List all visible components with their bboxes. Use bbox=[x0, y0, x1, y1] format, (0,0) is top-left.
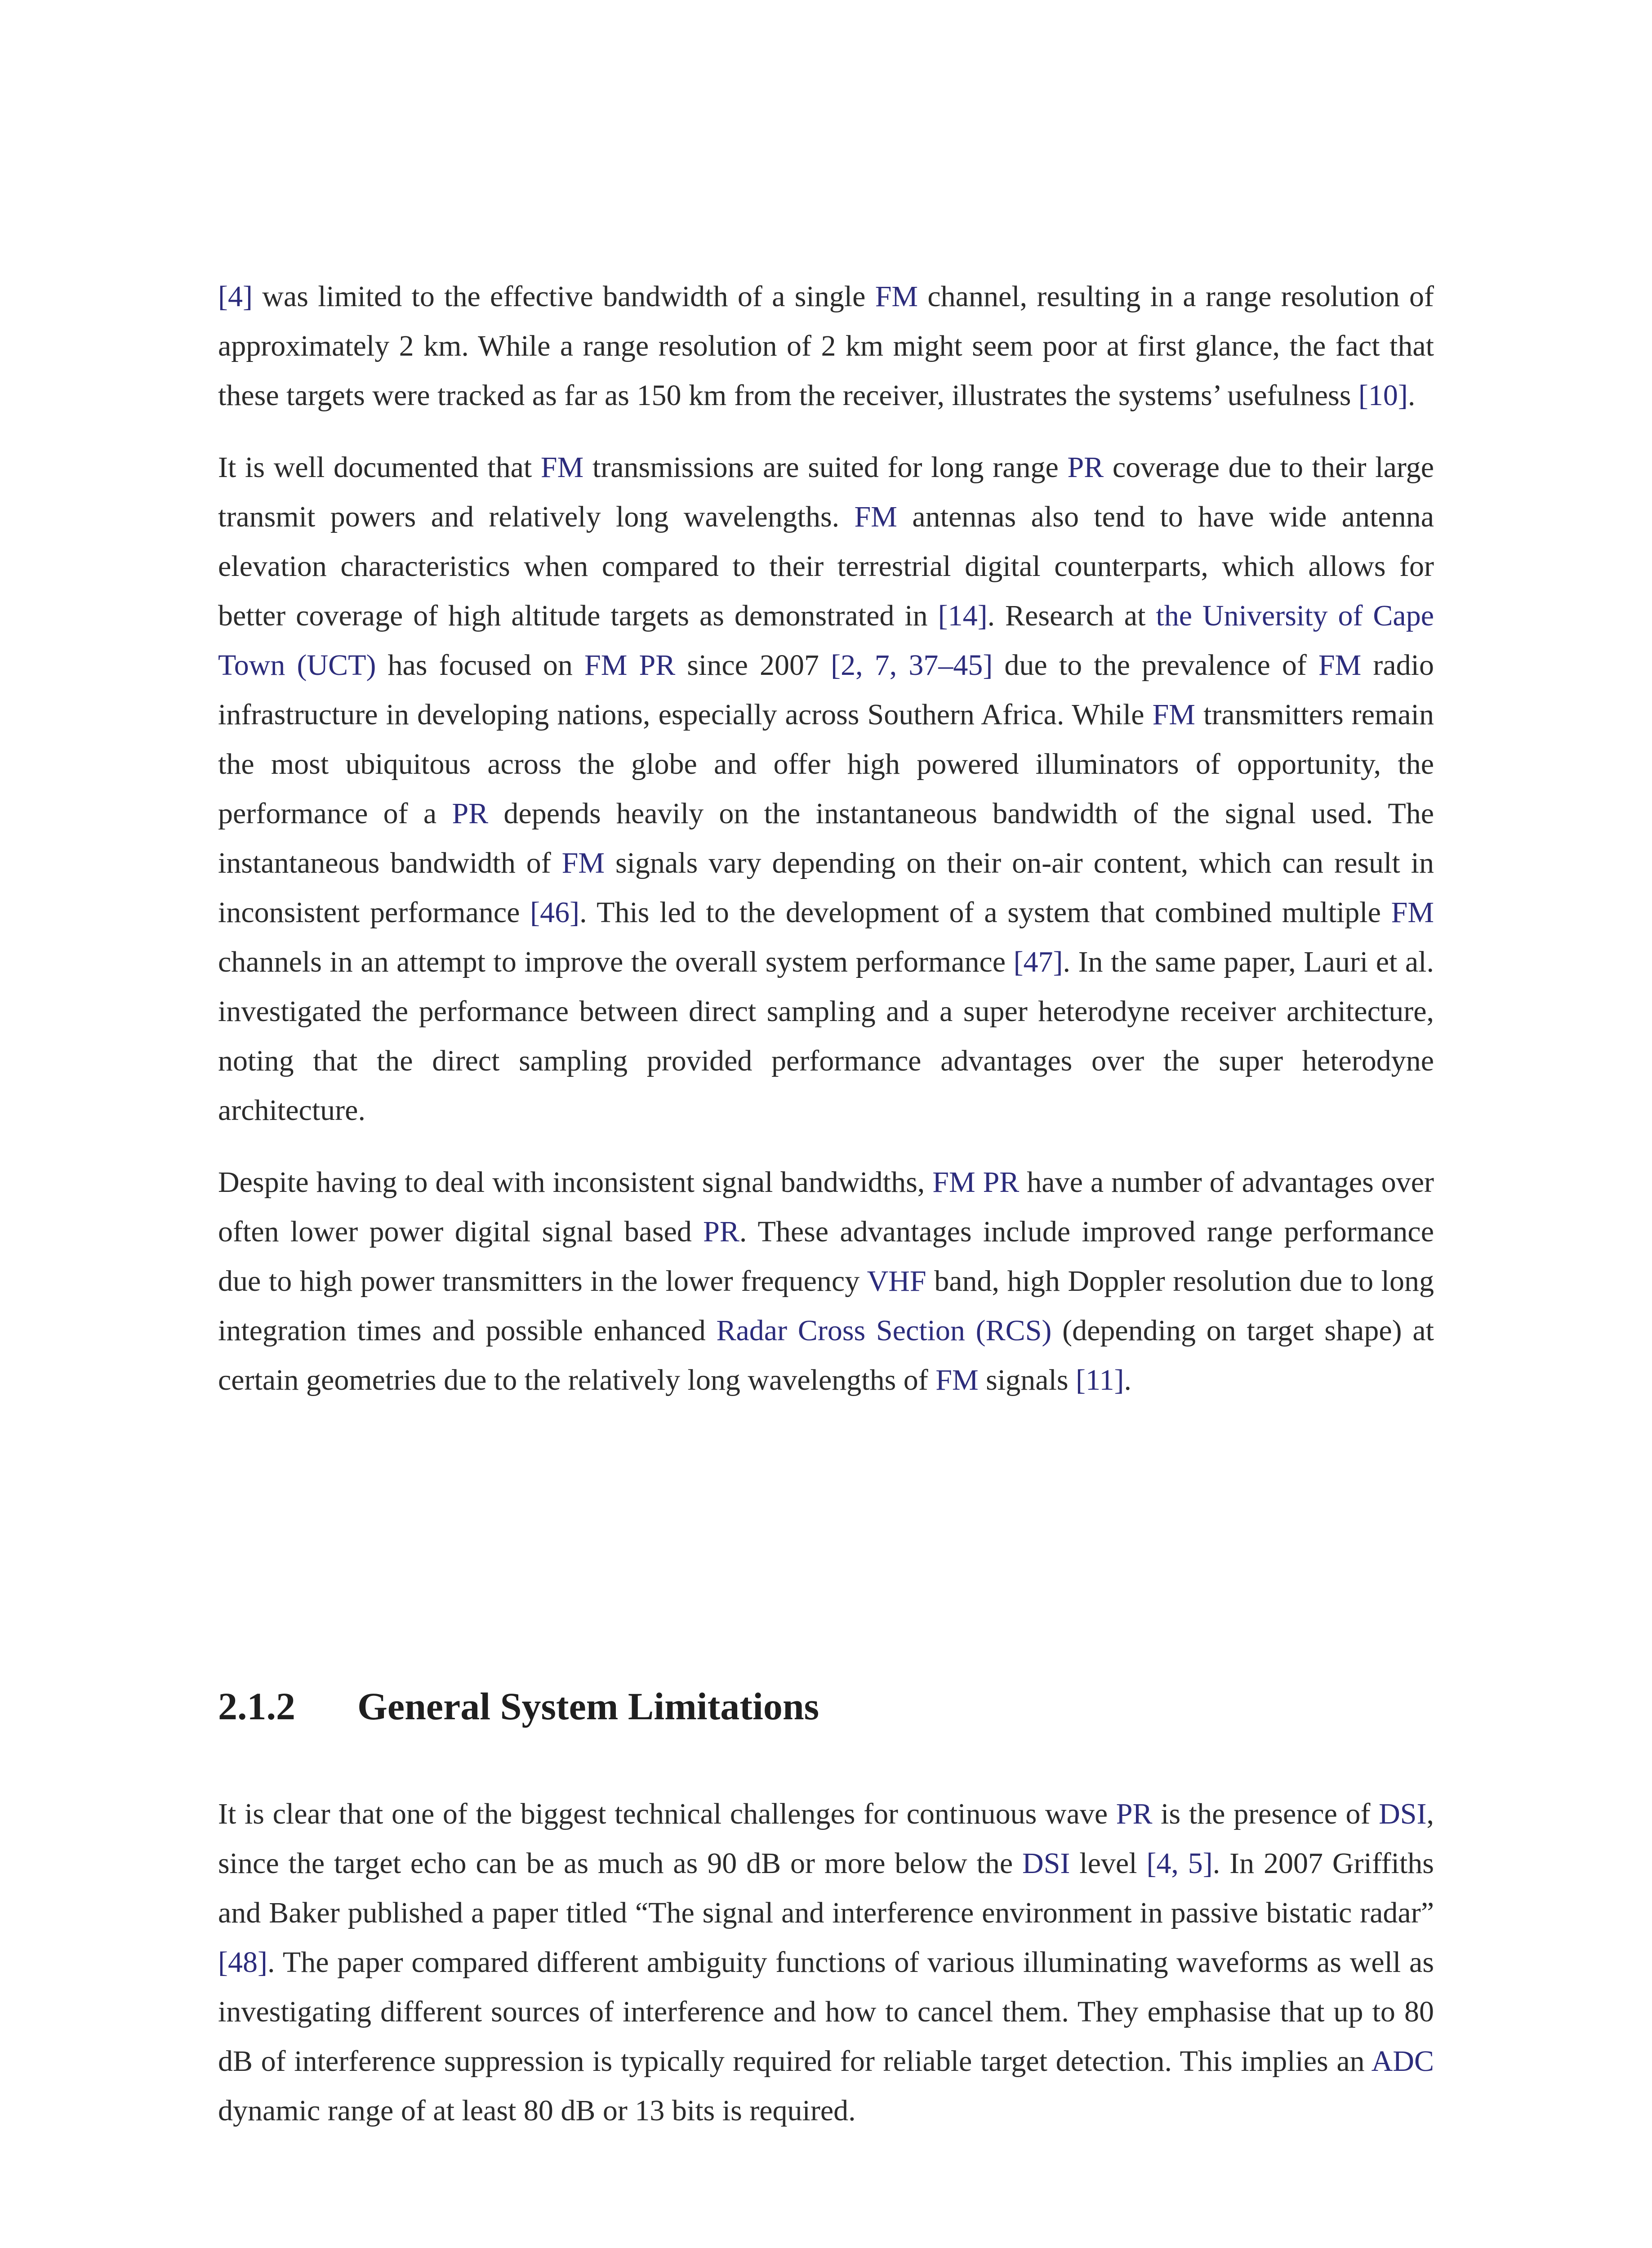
text-run: dynamic range of at least 80 dB or 13 bits is required. bbox=[218, 2094, 856, 2127]
paragraph-3 bbox=[218, 1158, 1434, 1405]
section-title: General System Limitations bbox=[357, 1685, 819, 1728]
acronym-link[interactable]: PR bbox=[452, 797, 489, 830]
acronym-link[interactable]: FM bbox=[540, 451, 584, 484]
text-run: antennas also tend to have wide antenna elevation characteristics when compared to their terrestrial digital counterparts, which allows for better coverage of high altitude targets as demonstrated in bbox=[218, 500, 1434, 632]
paragraph-1 bbox=[218, 272, 1434, 420]
citation-link[interactable]: [4] bbox=[218, 280, 253, 313]
acronym-link[interactable]: DSI bbox=[1379, 1798, 1427, 1830]
text-run: channel, resulting in a range resolution of approximately 2 km. While a range resolution of 2 km might seem poor at first glance, the fact that these targets were tracked as far as 150 km from the receiver, illustrates the systems’ usefulness bbox=[218, 280, 1434, 412]
text-run: was limited to the effective bandwidth of a single bbox=[252, 280, 875, 313]
acronym-link[interactable]: PR bbox=[1116, 1798, 1153, 1830]
citation-link[interactable]: [2, 7, 37–45] bbox=[831, 649, 993, 682]
acronym-link[interactable]: PR bbox=[703, 1215, 739, 1248]
citation-link[interactable]: [4, 5] bbox=[1146, 1847, 1213, 1880]
text-run: It is well documented that bbox=[218, 451, 541, 484]
citation-link[interactable]: [11] bbox=[1076, 1364, 1124, 1396]
citation-link[interactable]: [48] bbox=[218, 1946, 267, 1979]
text-run: . In 2007 Griffiths and Baker published a paper titled “The signal and interference environment in passive bistatic radar” bbox=[218, 1847, 1434, 1929]
text-run: . This led to the development of a system that combined multiple bbox=[579, 896, 1391, 929]
acronym-link[interactable]: FM bbox=[935, 1364, 979, 1396]
citation-link[interactable]: [10] bbox=[1358, 379, 1408, 412]
text-run: transmitters remain the most ubiquitous across the globe and offer high powered illuminators of opportunity, the performance of a bbox=[218, 698, 1434, 830]
acronym-link[interactable]: ADC bbox=[1371, 2045, 1434, 2078]
text-run: (depending on target shape) at certain geometries due to the relatively long wavelengths of bbox=[218, 1314, 1434, 1396]
acronym-link[interactable]: Radar Cross Section (RCS) bbox=[716, 1314, 1052, 1347]
text-run: band, high Doppler resolution due to long integration times and possible enhanced bbox=[218, 1265, 1434, 1347]
acronym-link[interactable]: VHF bbox=[867, 1265, 926, 1298]
text-run: . In the same paper, Lauri et al. investigated the performance between direct sampling and a super heterodyne receiver architecture, noting that the direct sampling provided performance advantages over the super heterodyne architecture. bbox=[218, 946, 1434, 1127]
citation-link[interactable]: [46] bbox=[530, 896, 580, 929]
body-text-bottom bbox=[218, 1789, 1434, 2158]
text-run: since 2007 bbox=[675, 649, 831, 682]
text-run: radio infrastructure in developing nations, especially across Southern Africa. While bbox=[218, 649, 1434, 731]
body-text-top bbox=[218, 272, 1434, 1427]
acronym-link[interactable]: PR bbox=[1067, 451, 1104, 484]
text-run: . These advantages include improved range performance due to high power transmitters in the lower frequency bbox=[218, 1215, 1434, 1298]
text-run: signals vary depending on their on-air content, which can result in inconsistent performance bbox=[218, 847, 1434, 929]
text-run: coverage due to their large transmit powers and relatively long wavelengths. bbox=[218, 451, 1434, 533]
acronym-link[interactable]: FM bbox=[875, 280, 918, 313]
paragraph-2 bbox=[218, 443, 1434, 1135]
acronym-link[interactable]: FM bbox=[561, 847, 605, 879]
text-run: It is clear that one of the biggest technical challenges for continuous wave bbox=[218, 1798, 1116, 1830]
text-run: . Research at bbox=[987, 599, 1156, 632]
text-run: channels in an attempt to improve the overall system performance bbox=[218, 946, 1014, 978]
text-run: , since the target echo can be as much as 90 dB or more below the bbox=[218, 1798, 1434, 1880]
citation-link[interactable]: [14] bbox=[938, 599, 988, 632]
text-run: has focused on bbox=[376, 649, 585, 682]
acronym-link[interactable]: FM PR bbox=[584, 649, 676, 682]
text-run: due to the prevalence of bbox=[993, 649, 1318, 682]
acronym-link[interactable]: the University of Cape Town (UCT) bbox=[218, 599, 1434, 682]
acronym-link[interactable]: FM bbox=[1152, 698, 1195, 731]
acronym-link[interactable]: FM bbox=[854, 500, 897, 533]
text-run: signals bbox=[978, 1364, 1076, 1396]
text-run: Despite having to deal with inconsistent signal bandwidths, bbox=[218, 1166, 933, 1199]
text-run: have a number of advantages over often lower power digital signal based bbox=[218, 1166, 1434, 1248]
text-run: level bbox=[1070, 1847, 1147, 1880]
section-heading bbox=[218, 1684, 1434, 1729]
section-number: 2.1.2 bbox=[218, 1685, 295, 1728]
text-run: . The paper compared different ambiguity functions of various illuminating waveforms as well as investigating different sources of interference and how to cancel them. They emphasise that up to 80 dB of interference suppression is typically required for reliable target detection. This implies an bbox=[218, 1946, 1434, 2078]
text-run: . bbox=[1407, 379, 1416, 412]
acronym-link[interactable]: FM bbox=[1318, 649, 1362, 682]
paragraph-4 bbox=[218, 1789, 1434, 2136]
text-run: transmissions are suited for long range bbox=[583, 451, 1068, 484]
citation-link[interactable]: [47] bbox=[1013, 946, 1063, 978]
acronym-link[interactable]: FM bbox=[1391, 896, 1434, 929]
text-run: is the presence of bbox=[1152, 1798, 1379, 1830]
text-run: depends heavily on the instantaneous bandwidth of the signal used. The instantaneous bandwidth of bbox=[218, 797, 1434, 879]
text-run: . bbox=[1124, 1364, 1132, 1396]
acronym-link[interactable]: FM PR bbox=[932, 1166, 1020, 1199]
acronym-link[interactable]: DSI bbox=[1022, 1847, 1070, 1880]
